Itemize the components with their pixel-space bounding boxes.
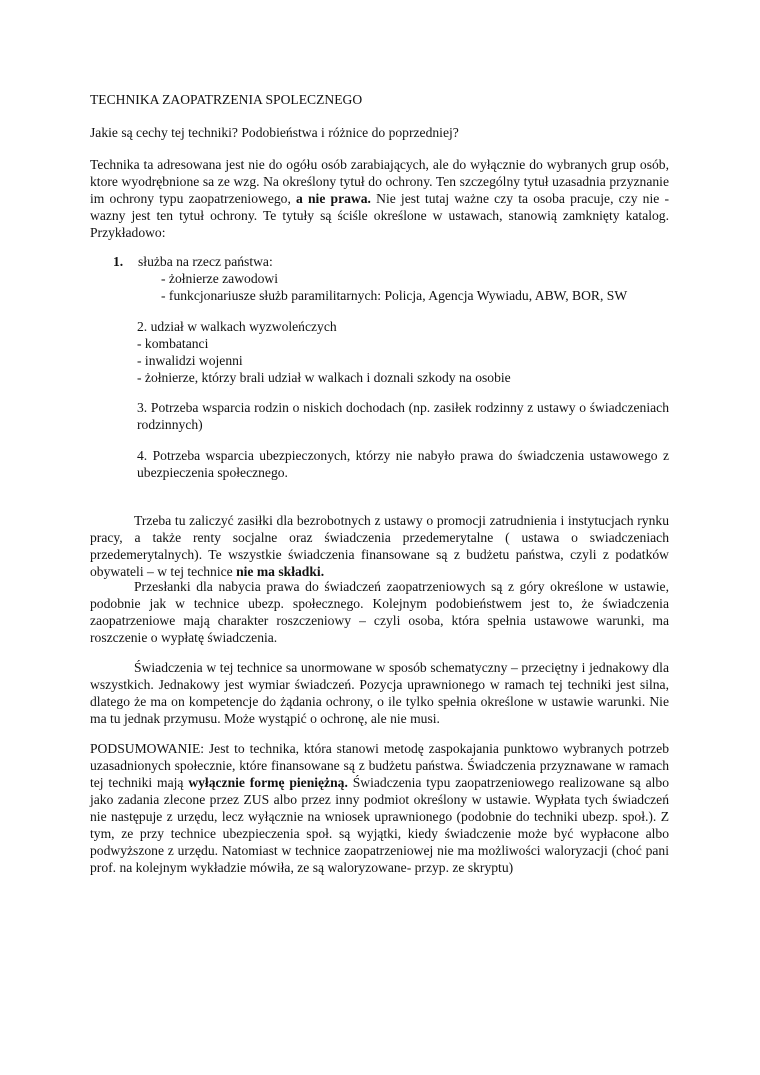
document-title: TECHNIKA ZAOPATRZENIA SPOLECZNEGO [90, 92, 363, 107]
benefits-paragraph [90, 512, 669, 580]
list-item-1-sub-2: - funkcjonariusze służb paramilitarnych: Policja, Agencja Wywiadu, ABW, BOR, SW [161, 288, 628, 303]
list-item-2-sub-2: - inwalidzi wojenni [137, 353, 243, 368]
summary-text-1: PODSUMOWANIE: Jest to technika, która stanowi metodę zaspokajania punktowo wybranych potrzeb uzasadnionych społecznie, które finansowane są z budżetu państwa. Świadczenia przyznawane w ramach tej techniki mają [90, 741, 669, 790]
benefits-text: Trzeba tu zaliczyć zasiłki dla bezrobotnych z ustawy o promocji zatrudnienia i instytucjach rynku pracy, a także renty socjalne oraz świadczenia przedemerytalne ( ustawa o swiadczeniach przedemerytalnych). Te wszystkie świadczenia finansowane są z budżetu państwa, czyli z podatków obywateli – w tej technice [90, 513, 669, 579]
list-item-2-sub-1: - kombatanci [137, 336, 209, 351]
list-item-2 [137, 318, 669, 386]
intro-bold: a nie prawa. [296, 191, 371, 206]
schematic-paragraph: Świadczenia w tej technice sa unormowane w sposób schematyczny – przeciętny i jednakowy dla wszystkich. Jednakowy jest wymiar świadczeń. Pozycja uprawnionego w ramach tej techniki jest silna, dlatego że ma on kompetencje do żądania ochrony, o ile tylko spełnia określone w ustawie warunki. Nie ma tu jednak przymusu. Może wystąpić o ochronę, ale nie musi. [90, 660, 669, 726]
intro-paragraph [90, 156, 669, 241]
list-item-2-label: 2. udział w walkach wyzwoleńczych [137, 319, 337, 334]
summary-paragraph [90, 740, 669, 876]
list-item-2-sub-3: - żołnierze, którzy brali udział w walkach i doznali szkody na osobie [137, 370, 511, 385]
summary-bold: wyłącznie formę pieniężną. [188, 775, 348, 790]
intro-text-1: Technika ta adresowana jest nie do ogółu osób zarabiających, ale do wyłącznie do wybranych grup osób, ktore wyodrębnione sa ze wzg. Na określony tytuł do ochrony. Ten szczególny tytuł uzasadnia przyznanie im ochrony typu zaopatrzeniowego, [90, 157, 669, 206]
list-item-1-label: służba na rzecz państwa: [138, 254, 273, 269]
conditions-paragraph: Przesłanki dla nabycia prawa do świadczeń zaopatrzeniowych są z góry określone w ustawie, podobnie jak w technice ubezp. społecznego. Kolejnym podobieństwem jest to, że świadczenia zaopatrzeniowe mają charakter roszczeniowy – czyli osoba, która spełnia ustawowe warunki, ma roszczenie o wypłatę świadczenia. [90, 579, 669, 645]
list-item-4: 4. Potrzeba wsparcia ubezpieczonych, którzy nie nabyło prawa do świadczenia ustawowego z ubezpieczenia społecznego. [137, 448, 669, 480]
list-item-1-number: 1. [113, 254, 124, 269]
list-item-3: 3. Potrzeba wsparcia rodzin o niskich dochodach (np. zasiłek rodzinny z ustawy o świadczeniach rodzinnych) [137, 400, 669, 432]
document-question: Jakie są cechy tej techniki? Podobieństwa i różnice do poprzedniej? [90, 125, 459, 140]
list-item-1 [113, 253, 273, 270]
summary-text-2: Świadczenia typu zaopatrzeniowego realizowane są albo jako zadania zlecone przez ZUS albo przez inny podmiot określony w ustawie. Wypłata tych świadczeń nie następuje z urzędu, lecz wyłącznie na wniosek uprawnionego (podobnie do techniki ubezp. społ.). Z tym, ze przy technice ubezpieczenia społ. są wyjątki, kiedy świadczenie może być wypłacone albo podwyższone z urzędu. Natomiast w technice zaopatrzeniowej nie ma możliwości waloryzacji (choć pani prof. na kolejnym wykładzie mówiła, ze są waloryzowane- przyp. ze skryptu) [90, 775, 670, 875]
list-item-1-sub-1: - żołnierze zawodowi [161, 271, 279, 286]
intro-text-2: Nie jest tutaj ważne czy ta osoba pracuje, czy nie - wazny jest ten tytuł ochrony. Te tytuły są ściśle określone w ustawach, stanowią zamknięty katalog. Przykładowo: [90, 191, 669, 240]
benefits-bold: nie ma składki. [236, 564, 325, 579]
